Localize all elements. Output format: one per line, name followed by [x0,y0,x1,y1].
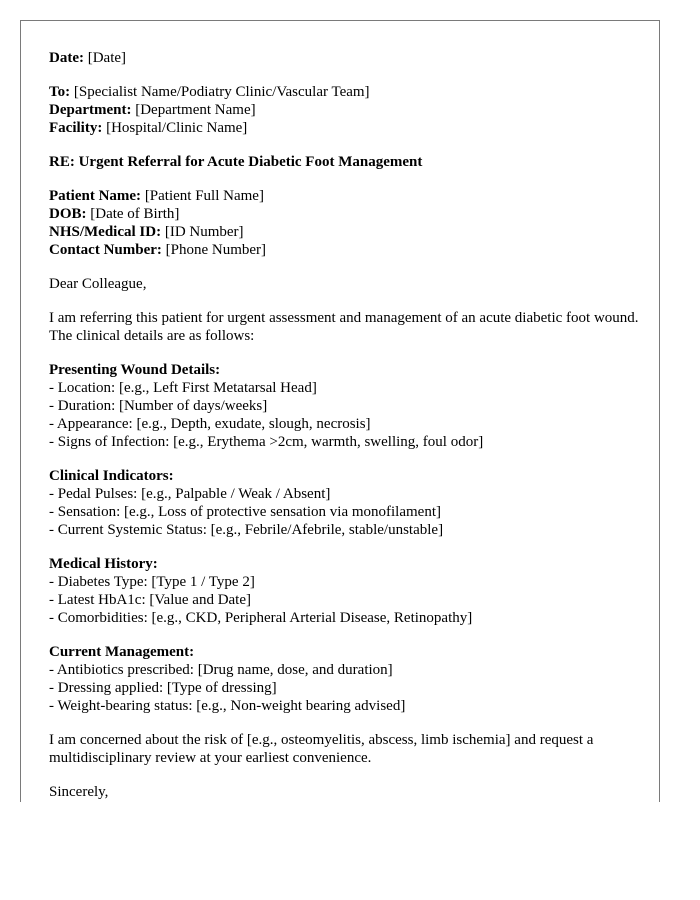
list-item: - Location: [e.g., Left First Metatarsal Head] [49,380,317,396]
to-line [49,83,639,101]
dob-value: [Date of Birth] [90,206,180,222]
department-label: Department: [49,102,132,118]
list-item: - Signs of Infection: [e.g., Erythema >2cm, warmth, swelling, foul odor] [49,434,484,450]
facility-label: Facility: [49,120,103,136]
greeting: Dear Colleague, [49,276,147,292]
closing-block [49,731,639,767]
section-heading: Presenting Wound Details: [49,362,221,378]
intro-paragraph: I am referring this patient for urgent assessment and management of an acute diabetic foot wound. The clinical details are as follows: [49,310,639,344]
contact-line [49,241,639,259]
patient-name-label: Patient Name: [49,188,142,204]
list-item: - Weight-bearing status: [e.g., Non-weight bearing advised] [49,698,406,714]
subject-line: RE: Urgent Referral for Acute Diabetic Foot Management [49,154,423,170]
to-label: To: [49,84,71,100]
department-line [49,101,639,119]
contact-value: [Phone Number] [165,242,267,258]
list-item: - Comorbidities: [e.g., CKD, Peripheral Arterial Disease, Retinopathy] [49,610,473,626]
date-line [49,49,639,67]
list-item: - Current Systemic Status: [e.g., Febrile/Afebrile, stable/unstable] [49,522,444,538]
date-value: [Date] [87,50,127,66]
signoff: Sincerely, [49,784,109,800]
letter-page [20,20,660,802]
list-item: - Latest HbA1c: [Value and Date] [49,592,252,608]
to-value: [Specialist Name/Podiatry Clinic/Vascular Team] [73,84,370,100]
closing-paragraph: I am concerned about the risk of [e.g., osteomyelitis, abscess, limb ischemia] and request a multidisciplinary review at your earliest convenience. [49,732,594,766]
facility-line [49,119,639,137]
signoff-block [49,783,639,801]
list-item: - Appearance: [e.g., Depth, exudate, slough, necrosis] [49,416,371,432]
dob-line [49,205,639,223]
facility-value: [Hospital/Clinic Name] [106,120,248,136]
section-heading: Medical History: [49,556,158,572]
intro-block [49,309,639,345]
date-label: Date: [49,50,84,66]
section-heading: Clinical Indicators: [49,468,174,484]
list-item: - Antibiotics prescribed: [Drug name, dose, and duration] [49,662,393,678]
list-item: - Sensation: [e.g., Loss of protective sensation via monofilament] [49,504,441,520]
patient-name-value: [Patient Full Name] [144,188,264,204]
subject-block [49,153,639,171]
list-item: - Duration: [Number of days/weeks] [49,398,268,414]
medical-id-line [49,223,639,241]
medical-id-label: NHS/Medical ID: [49,224,162,240]
medical-history-section [49,555,639,627]
greeting-block [49,275,639,293]
letter-body [49,49,639,802]
section-heading: Current Management: [49,644,195,660]
contact-label: Contact Number: [49,242,162,258]
clinical-indicators-section [49,467,639,539]
patient-block [49,187,639,259]
date-block [49,49,639,67]
list-item: - Pedal Pulses: [e.g., Palpable / Weak / Absent] [49,486,331,502]
list-item: - Diabetes Type: [Type 1 / Type 2] [49,574,255,590]
wound-details-section [49,361,639,451]
dob-label: DOB: [49,206,87,222]
list-item: - Dressing applied: [Type of dressing] [49,680,277,696]
patient-name-line [49,187,639,205]
department-value: [Department Name] [135,102,256,118]
medical-id-value: [ID Number] [164,224,244,240]
recipient-block [49,83,639,137]
current-management-section [49,643,639,715]
